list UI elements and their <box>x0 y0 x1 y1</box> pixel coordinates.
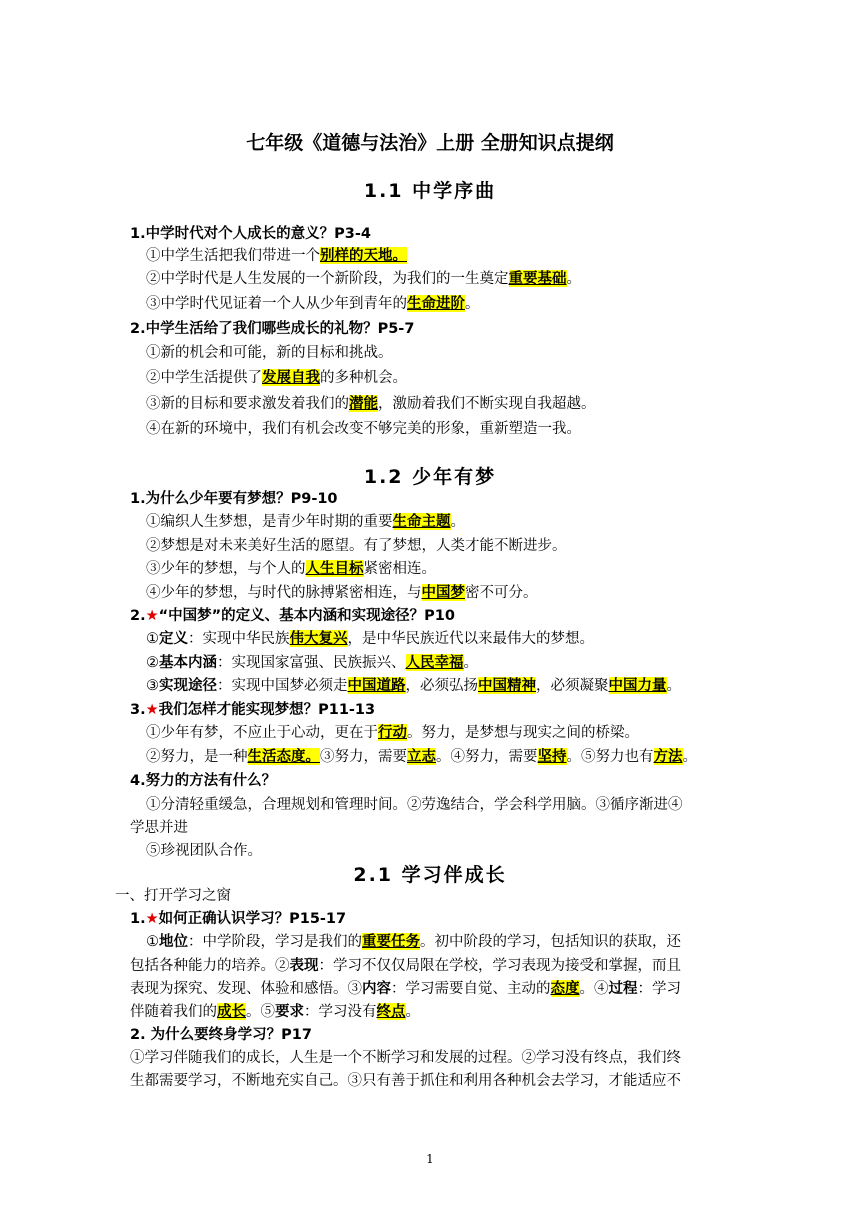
answer-line: ①定义：实现中华民族伟大复兴，是中华民族近代以来最伟大的梦想。 <box>146 630 594 647</box>
answer-line: ①编织人生梦想，是青少年时期的重要生命主题。 <box>146 513 465 530</box>
answer-line: ①新的机会和可能，新的目标和挑战。 <box>146 345 393 361</box>
highlight: 潜能 <box>349 395 378 412</box>
highlight: 中国道路 <box>347 677 406 694</box>
paragraph-line: 包括各种能力的培养。②表现：学习不仅仅局限在学校，学习表现为接受和掌握，而且 <box>130 958 681 974</box>
highlight: 中国精神 <box>478 677 536 694</box>
highlight: 重要基础 <box>508 270 567 287</box>
highlight: 成长 <box>217 1003 246 1020</box>
subsection-heading: 一、打开学习之窗 <box>115 888 231 904</box>
question-heading: 3.★我们怎样才能实现梦想？P11-13 <box>130 702 376 718</box>
highlight: 人民幸福 <box>405 654 464 671</box>
section-heading-1-2: 1.2 少年有梦 <box>363 466 497 488</box>
highlight: 生命进阶 <box>407 295 465 312</box>
highlight: 立志 <box>407 748 436 765</box>
highlight: 方法 <box>653 748 683 765</box>
highlight: 生活态度。 <box>247 748 320 765</box>
page-number: 1 <box>426 1152 434 1166</box>
highlight: 生命主题 <box>392 513 451 530</box>
highlight: 伟大复兴 <box>289 630 348 647</box>
star-icon: ★ <box>145 702 159 718</box>
highlight: 发展自我 <box>262 369 320 386</box>
star-icon: ★ <box>145 911 159 927</box>
question-heading: 4.努力的方法有什么？ <box>130 773 277 789</box>
paragraph-line: ①学习伴随我们的成长，人生是一个不断学习和发展的过程。②学习没有终点，我们终 <box>130 1050 681 1066</box>
answer-line: ③实现途径：实现中国梦必须走中国道路，必须弘扬中国精神，必须凝聚中国力量。 <box>146 677 681 694</box>
answer-line: ②努力，是一种生活态度。③努力，需要立志。④努力，需要坚持。⑤努力也有方法。 <box>146 748 697 765</box>
answer-line: ②中学时代是人生发展的一个新阶段，为我们的一生奠定重要基础。 <box>146 270 581 287</box>
paragraph-line: 生都需要学习，不断地充实自己。③只有善于抓住和利用各种机会去学习，才能适应不 <box>130 1073 681 1089</box>
highlight: 人生目标 <box>305 560 364 577</box>
answer-line: ④少年的梦想，与时代的脉搏紧密相连，与中国梦密不可分。 <box>146 584 538 601</box>
question-heading: 1.为什么少年要有梦想？P9-10 <box>130 491 338 507</box>
question-heading: 2. 为什么要终身学习？P17 <box>130 1027 312 1043</box>
highlight: 中国梦 <box>421 584 465 601</box>
question-heading: 1.★如何正确认识学习？P15-17 <box>130 911 347 927</box>
highlight: 行动 <box>378 724 407 741</box>
answer-line: ①中学生活把我们带进一个别样的天地。 <box>146 247 407 264</box>
highlight: 重要任务 <box>362 933 420 950</box>
section-heading-2-1: 2.1 学习伴成长 <box>353 864 507 886</box>
question-heading: 2.中学生活给了我们哪些成长的礼物？P5-7 <box>130 321 415 337</box>
answer-line: ①分清轻重缓急，合理规划和管理时间。②劳逸结合，学会科学用脑。③循序渐进④ <box>146 797 683 813</box>
star-icon: ★ <box>145 608 159 624</box>
paragraph-line: ①地位：中学阶段，学习是我们的重要任务。初中阶段的学习，包括知识的获取，还 <box>146 933 681 950</box>
answer-line: ⑤珍视团队合作。 <box>146 843 262 859</box>
highlight: 中国力量 <box>608 677 667 694</box>
document-title: 七年级《道德与法治》上册 全册知识点提纲 <box>246 132 614 154</box>
paragraph-line: 表现为探究、发现、体验和感悟。③内容：学习需要自觉、主动的态度。④过程：学习 <box>130 980 681 997</box>
highlight: 坚持 <box>537 748 567 765</box>
highlight: 别样的天地。 <box>320 247 407 264</box>
paragraph-line: 伴随着我们的成长。⑤要求：学习没有终点。 <box>130 1003 420 1020</box>
answer-line: ②梦想是对未来美好生活的愿望。有了梦想，人类才能不断进步。 <box>146 538 567 554</box>
answer-line: ②基本内涵：实现国家富强、民族振兴、人民幸福。 <box>146 654 478 671</box>
answer-line: ②中学生活提供了发展自我的多种机会。 <box>146 369 407 386</box>
highlight: 终点 <box>376 1003 406 1020</box>
question-heading: 1.中学时代对个人成长的意义？P3-4 <box>130 226 371 242</box>
answer-line: 学思并进 <box>130 820 188 836</box>
answer-line: ①少年有梦，不应止于心动，更在于行动。努力，是梦想与现实之间的桥梁。 <box>146 724 639 741</box>
highlight: 态度 <box>550 980 580 997</box>
answer-line: ④在新的环境中，我们有机会改变不够完美的形象，重新塑造一我。 <box>146 421 581 437</box>
answer-line: ③少年的梦想，与个人的人生目标紧密相连。 <box>146 560 436 577</box>
question-heading: 2.★“中国梦”的定义、基本内涵和实现途径？P10 <box>130 608 455 624</box>
answer-line: ③新的目标和要求激发着我们的潜能，激励着我们不断实现自我超越。 <box>146 395 596 412</box>
answer-line: ③中学时代见证着一个人从少年到青年的生命进阶。 <box>146 295 480 312</box>
section-heading-1-1: 1.1 中学序曲 <box>363 180 497 202</box>
